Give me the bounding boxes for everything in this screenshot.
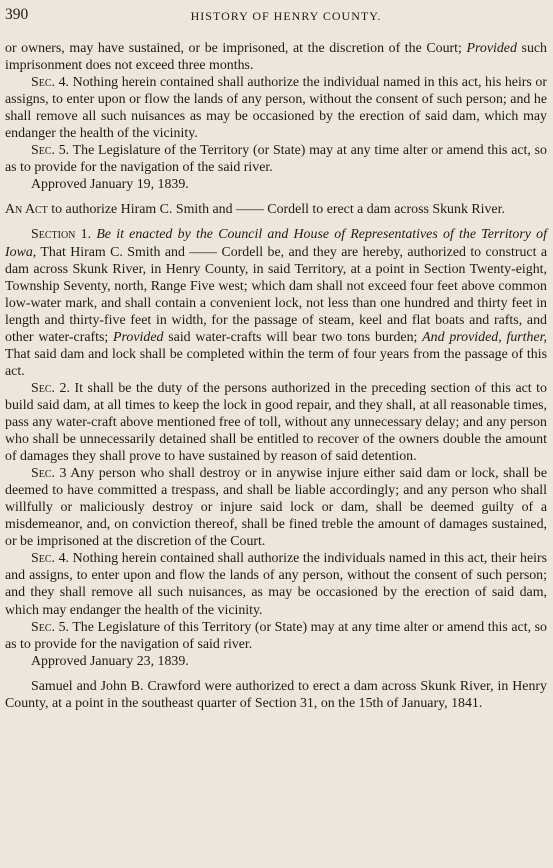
paragraph: Sec. 3 Any person who shall destroy or in anywise injure either said dam or lock, shall be deemed to have committed a trespass, and shall be liable accordingly; and any person who shall willfully or maliciously destroy or injure said lock or dam, shall be deemed guilty of a misdemeanor, and, on conviction thereof, shall be fined treble the amount of damages sustained, or be imprisoned at the discretion of the Court. bbox=[5, 466, 547, 550]
paragraph: Samuel and John B. Crawford were authorized to erect a dam across Skunk River, in Henry County, at a point in the southeast quarter of Section 31, on the 15th of January, 1841. bbox=[5, 678, 547, 711]
paragraph: Section 1. Be it enacted by the Council and House of Representatives of the Territory of Iowa, That Hiram C. Smith and —— Cordell be, and they are hereby, authorized to construct a dam across Skunk River, in Henry County, in said Territory, at a point in Section Twenty-eight, Township Seventy, north, Range Five west; which dam shall not exceed four feet above common low-water mark, and shall contain a convenient lock, not less than one hundred and thirty feet in length and thirty-five feet in width, for the passage of steam, keel and flat boats and rafts, and other water-crafts; Provided said water-crafts will bear two tons burden; And provided, further, That said dam and lock shall be completed within the term of four years from the passage of this act. bbox=[5, 227, 547, 379]
page-number: 390 bbox=[5, 6, 29, 23]
paragraph: Sec. 4. Nothing herein contained shall authorize the individual named in this act, his heirs or assigns, to enter upon or flow the lands of any person, without the consent of such person; and he shall remove all such nuisances as may be occasioned by the erection of said dam, which may endanger the health of the vicinity. bbox=[5, 75, 547, 142]
running-head: HISTORY OF HENRY COUNTY. bbox=[190, 9, 382, 23]
paragraph: Sec. 5. The Legislature of this Territory (or State) may at any time alter or amend this act, so as to provide for the navigation of said river. bbox=[5, 619, 547, 652]
paragraph: Sec. 2. It shall be the duty of the persons authorized in the preceding section of this act to build said dam, at all times to keep the lock in good repair, and they shall, at all reasonable times, pass any water-craft above mentioned free of toll, without any unnecessary delay; and any person who shall be unnecessarily detained shall be entitled to recover of the owners double the amount of damages they shall prove to have sustained by reason of said detention. bbox=[5, 380, 547, 465]
paragraph: An Act to authorize Hiram C. Smith and —— Cordell to erect a dam across Skunk River. bbox=[5, 202, 505, 218]
page-header bbox=[5, 6, 547, 28]
paragraph: Sec. 5. The Legislature of the Territory (or State) may at any time alter or amend this act, so as to provide for the navigation of the said river. bbox=[5, 143, 547, 176]
paragraph: Approved January 23, 1839. bbox=[31, 653, 189, 669]
paragraph: or owners, may have sustained, or be imprisoned, at the discretion of the Court; Provided such imprisonment does not exceed three months. bbox=[5, 41, 547, 74]
paragraph: Sec. 4. Nothing herein contained shall authorize the individuals named in this act, their heirs and assigns, to enter upon and flow the lands of any person, without the consent of such person; and they shall remove all such nuisances, as may be occasioned by the erection of said dam, which may endanger the health of the vicinity. bbox=[5, 551, 548, 618]
body-text bbox=[5, 40, 547, 712]
paragraph: Approved January 19, 1839. bbox=[31, 177, 189, 193]
